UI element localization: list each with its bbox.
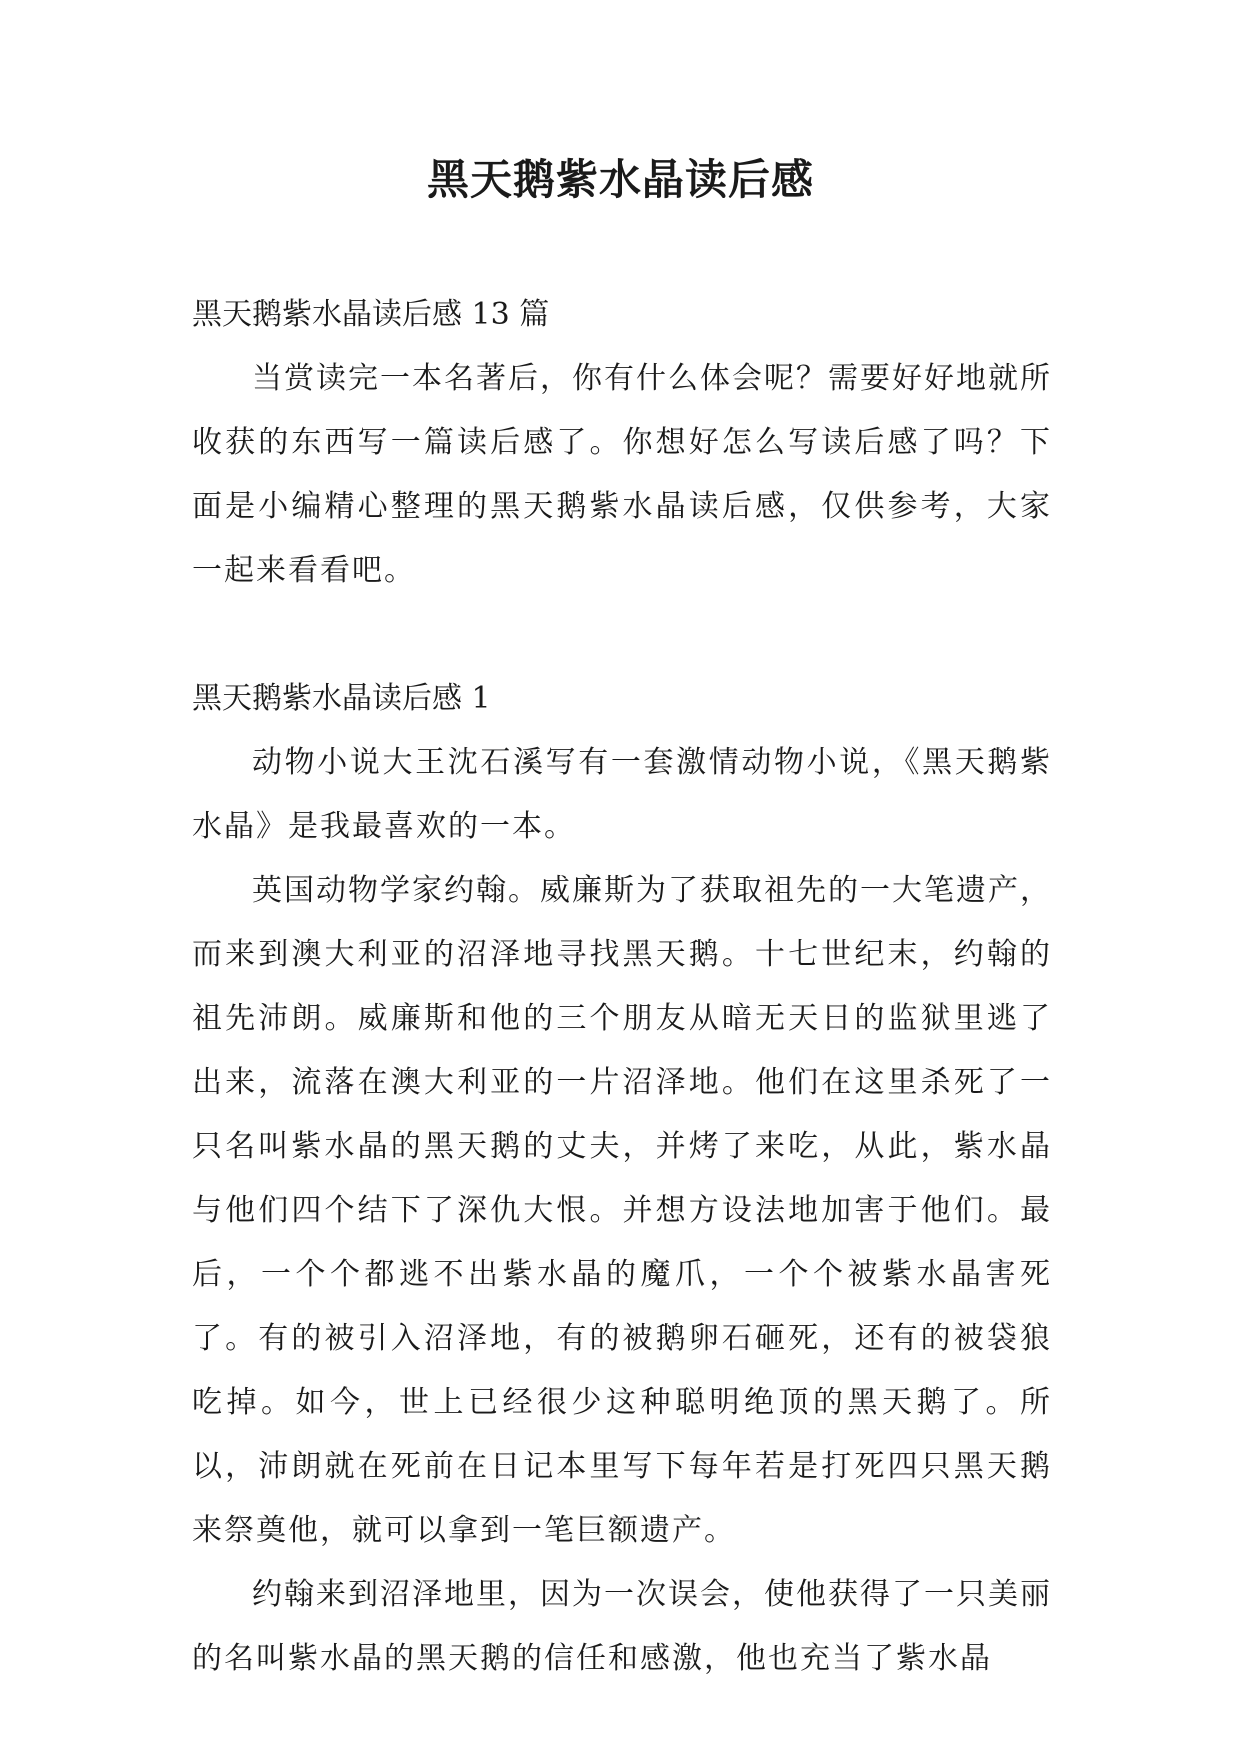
section-1-heading: 黑天鹅紫水晶读后感 1 (192, 681, 491, 716)
section-1-paragraph: 英国动物学家约翰。威廉斯为了获取祖先的一大笔遗产，而来到澳大利亚的沼泽地寻找黑天鹅。十七世纪末，约翰的祖先沛朗。威廉斯和他的三个朋友从暗无天日的监狱里逃了出来，流落在澳大利亚的一片沼泽地。他们在这里杀死了一只名叫紫水晶的黑天鹅的丈夫，并烤了来吃，从此，紫水晶与他们四个结下了深仇大恨。并想方设法地加害于他们。最后，一个个都逃不出紫水晶的魔爪，一个个被紫水晶害死了。有的被引入沼泽地，有的被鹅卵石砸死，还有的被袋狼吃掉。如今，世上已经很少这种聪明绝顶的黑天鹅了。所以，沛朗就在死前在日记本里写下每年若是打死四只黑天鹅来祭奠他，就可以拿到一笔巨额遗产。 (192, 873, 1052, 1548)
document-body (192, 283, 1052, 1691)
section-1-paragraph: 约翰来到沼泽地里，因为一次误会，使他获得了一只美丽的名叫紫水晶的黑天鹅的信任和感激，他也充当了紫水晶 (192, 1577, 1052, 1676)
section-1-paragraph: 动物小说大王沈石溪写有一套激情动物小说，《黑天鹅紫水晶》是我最喜欢的一本。 (192, 745, 1052, 844)
document-title: 黑天鹅紫水晶读后感 (426, 155, 814, 204)
intro-paragraph: 当赏读完一本名著后，你有什么体会呢？需要好好地就所收获的东西写一篇读后感了。你想好怎么写读后感了吗？下面是小编精心整理的黑天鹅紫水晶读后感，仅供参考，大家一起来看看吧。 (192, 361, 1052, 588)
intro-heading: 黑天鹅紫水晶读后感 13 篇 (192, 297, 550, 332)
section-spacer (192, 603, 1052, 667)
